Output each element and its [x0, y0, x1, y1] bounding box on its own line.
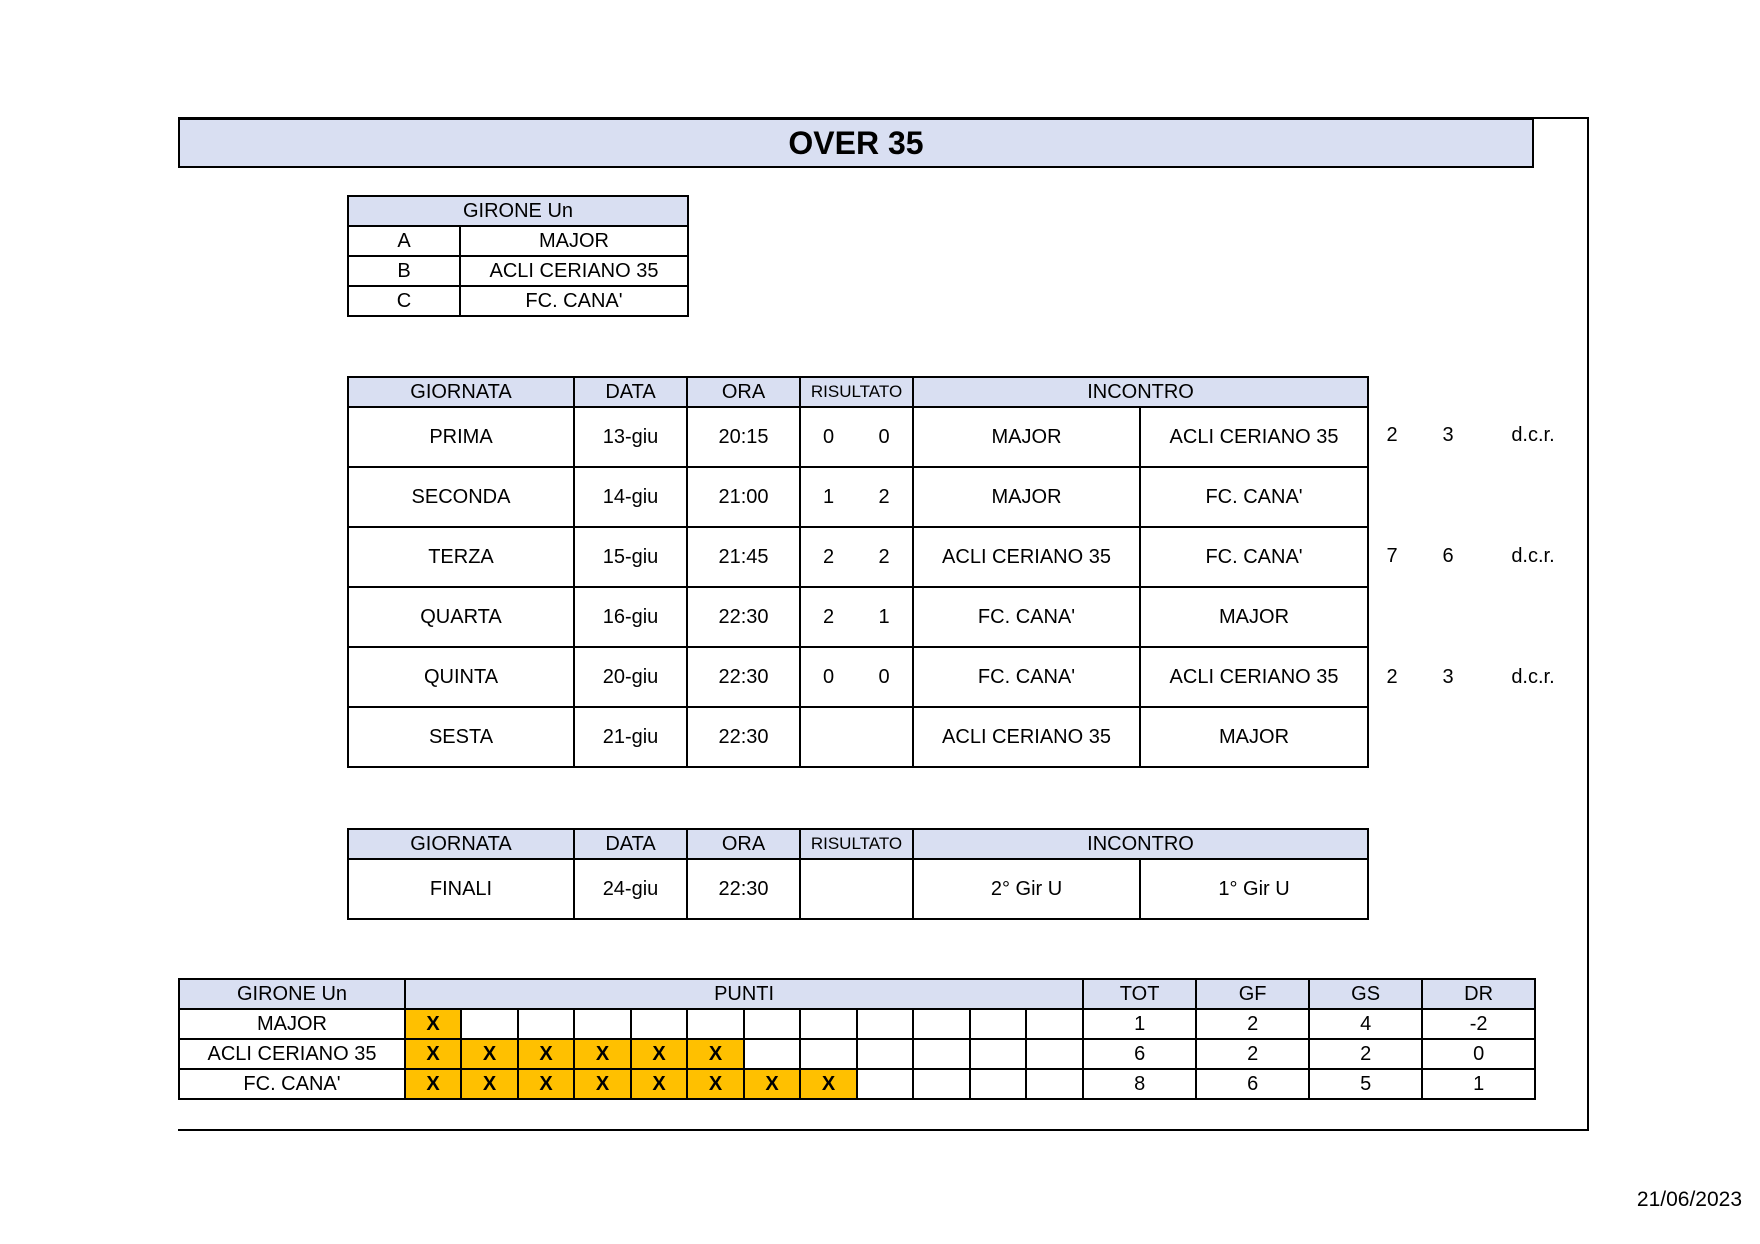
match-row — [348, 647, 1368, 707]
standings-header-gs: GS — [1309, 979, 1422, 1009]
match-giornata: QUINTA — [348, 647, 574, 707]
match-score-home: 1 — [800, 467, 856, 527]
finals-result — [800, 859, 913, 919]
penalty-away: 6 — [1442, 545, 1454, 567]
match-time: 21:45 — [687, 527, 800, 587]
match-score-away: 2 — [856, 527, 913, 587]
match-date: 20-giu — [574, 647, 687, 707]
match-time: 20:15 — [687, 407, 800, 467]
standings-row — [179, 1039, 1535, 1069]
match-date: 14-giu — [574, 467, 687, 527]
match-score-away: 0 — [856, 407, 913, 467]
point-cell — [461, 1009, 518, 1039]
group-team: FC. CANA' — [460, 286, 688, 316]
penalty-home: 2 — [1386, 666, 1398, 688]
point-cell — [800, 1009, 857, 1039]
frame-right-line — [1587, 117, 1589, 1131]
match-score-home — [800, 707, 856, 767]
col-header-data: DATA — [574, 829, 687, 859]
standings-header-group: GIRONE Un — [179, 979, 405, 1009]
match-score-home: 0 — [800, 407, 856, 467]
match-row — [348, 707, 1368, 767]
match-score-away: 1 — [856, 587, 913, 647]
match-away-team: MAJOR — [1140, 707, 1368, 767]
standings-dr: 0 — [1422, 1039, 1535, 1069]
finals-date: 24-giu — [574, 859, 687, 919]
point-mark: X — [631, 1039, 687, 1069]
col-header-risultato: RISULTATO — [800, 829, 913, 859]
group-letter: C — [348, 286, 460, 316]
finals-row — [348, 859, 1368, 919]
standings-tot: 6 — [1083, 1039, 1196, 1069]
penalty-away: 3 — [1442, 424, 1454, 446]
finals-away-team: 1° Gir U — [1140, 859, 1368, 919]
point-cell — [913, 1009, 970, 1039]
point-cell — [744, 1039, 800, 1069]
group-table-header: GIRONE Un — [348, 196, 688, 226]
standings-dr: 1 — [1422, 1069, 1535, 1099]
match-time: 22:30 — [687, 647, 800, 707]
print-date: 21/06/2023 — [1636, 1188, 1742, 1211]
point-mark: X — [405, 1009, 461, 1039]
standings-row — [179, 1009, 1535, 1039]
match-row — [348, 467, 1368, 527]
point-cell — [800, 1039, 857, 1069]
penalty-home: 7 — [1386, 545, 1398, 567]
standings-gf: 2 — [1196, 1039, 1309, 1069]
match-row — [348, 407, 1368, 467]
match-row — [348, 587, 1368, 647]
penalty-away: 3 — [1442, 666, 1454, 688]
page-title: OVER 35 — [178, 118, 1534, 168]
match-home-team: MAJOR — [913, 467, 1140, 527]
finals-time: 22:30 — [687, 859, 800, 919]
col-header-ora: ORA — [687, 829, 800, 859]
match-time: 22:30 — [687, 707, 800, 767]
penalty-note: d.c.r. — [1511, 666, 1555, 688]
point-cell — [970, 1069, 1026, 1099]
group-letter: B — [348, 256, 460, 286]
point-cell — [687, 1009, 744, 1039]
match-giornata: SESTA — [348, 707, 574, 767]
point-cell — [1026, 1039, 1083, 1069]
point-mark: X — [405, 1039, 461, 1069]
point-mark: X — [518, 1039, 574, 1069]
point-mark: X — [744, 1069, 800, 1099]
point-cell — [1026, 1069, 1083, 1099]
standings-table — [178, 978, 1536, 1100]
match-home-team: ACLI CERIANO 35 — [913, 527, 1140, 587]
point-cell — [913, 1039, 970, 1069]
col-header-risultato: RISULTATO — [800, 377, 913, 407]
point-cell — [913, 1069, 970, 1099]
standings-gf: 2 — [1196, 1009, 1309, 1039]
frame-bottom-line — [178, 1129, 1589, 1131]
col-header-ora: ORA — [687, 377, 800, 407]
match-score-home: 2 — [800, 527, 856, 587]
col-header-giornata: GIORNATA — [348, 377, 574, 407]
match-away-team: ACLI CERIANO 35 — [1140, 647, 1368, 707]
point-cell — [857, 1009, 913, 1039]
match-giornata: TERZA — [348, 527, 574, 587]
finals-home-team: 2° Gir U — [913, 859, 1140, 919]
match-giornata: QUARTA — [348, 587, 574, 647]
standings-team: FC. CANA' — [179, 1069, 405, 1099]
penalty-home: 2 — [1386, 424, 1398, 446]
match-score-away: 0 — [856, 647, 913, 707]
group-team: ACLI CERIANO 35 — [460, 256, 688, 286]
point-cell — [1026, 1009, 1083, 1039]
finals-giornata: FINALI — [348, 859, 574, 919]
col-header-data: DATA — [574, 377, 687, 407]
point-mark: X — [800, 1069, 857, 1099]
col-header-giornata: GIORNATA — [348, 829, 574, 859]
match-date: 21-giu — [574, 707, 687, 767]
point-mark: X — [687, 1039, 744, 1069]
standings-tot: 1 — [1083, 1009, 1196, 1039]
match-away-team: FC. CANA' — [1140, 527, 1368, 587]
schedule-table — [347, 376, 1369, 768]
match-score-home: 2 — [800, 587, 856, 647]
standings-gs: 2 — [1309, 1039, 1422, 1069]
group-table — [347, 195, 689, 317]
point-cell — [631, 1009, 687, 1039]
match-score-away: 2 — [856, 467, 913, 527]
point-mark: X — [461, 1069, 518, 1099]
point-mark: X — [574, 1039, 631, 1069]
point-cell — [744, 1009, 800, 1039]
standings-header-dr: DR — [1422, 979, 1535, 1009]
point-mark: X — [574, 1069, 631, 1099]
match-date: 16-giu — [574, 587, 687, 647]
col-header-incontro: INCONTRO — [913, 377, 1368, 407]
point-mark: X — [631, 1069, 687, 1099]
standings-row — [179, 1069, 1535, 1099]
match-time: 21:00 — [687, 467, 800, 527]
point-cell — [857, 1069, 913, 1099]
match-away-team: ACLI CERIANO 35 — [1140, 407, 1368, 467]
point-mark: X — [518, 1069, 574, 1099]
match-score-home: 0 — [800, 647, 856, 707]
standings-gf: 6 — [1196, 1069, 1309, 1099]
point-mark: X — [405, 1069, 461, 1099]
standings-header-gf: GF — [1196, 979, 1309, 1009]
point-mark: X — [461, 1039, 518, 1069]
match-home-team: FC. CANA' — [913, 587, 1140, 647]
match-away-team: MAJOR — [1140, 587, 1368, 647]
point-cell — [970, 1009, 1026, 1039]
match-home-team: ACLI CERIANO 35 — [913, 707, 1140, 767]
standings-gs: 4 — [1309, 1009, 1422, 1039]
match-score-away — [856, 707, 913, 767]
group-letter: A — [348, 226, 460, 256]
penalty-note: d.c.r. — [1511, 424, 1555, 446]
standings-dr: -2 — [1422, 1009, 1535, 1039]
standings-team: ACLI CERIANO 35 — [179, 1039, 405, 1069]
penalty-note: d.c.r. — [1511, 545, 1555, 567]
standings-team: MAJOR — [179, 1009, 405, 1039]
standings-gs: 5 — [1309, 1069, 1422, 1099]
match-giornata: PRIMA — [348, 407, 574, 467]
standings-header-tot: TOT — [1083, 979, 1196, 1009]
point-mark: X — [687, 1069, 744, 1099]
standings-tot: 8 — [1083, 1069, 1196, 1099]
group-team: MAJOR — [460, 226, 688, 256]
point-cell — [970, 1039, 1026, 1069]
standings-header-punti: PUNTI — [405, 979, 1083, 1009]
match-date: 15-giu — [574, 527, 687, 587]
point-cell — [857, 1039, 913, 1069]
col-header-incontro: INCONTRO — [913, 829, 1368, 859]
point-cell — [574, 1009, 631, 1039]
match-home-team: MAJOR — [913, 407, 1140, 467]
match-row — [348, 527, 1368, 587]
match-giornata: SECONDA — [348, 467, 574, 527]
point-cell — [518, 1009, 574, 1039]
finals-table — [347, 828, 1369, 920]
match-date: 13-giu — [574, 407, 687, 467]
match-away-team: FC. CANA' — [1140, 467, 1368, 527]
match-home-team: FC. CANA' — [913, 647, 1140, 707]
match-time: 22:30 — [687, 587, 800, 647]
